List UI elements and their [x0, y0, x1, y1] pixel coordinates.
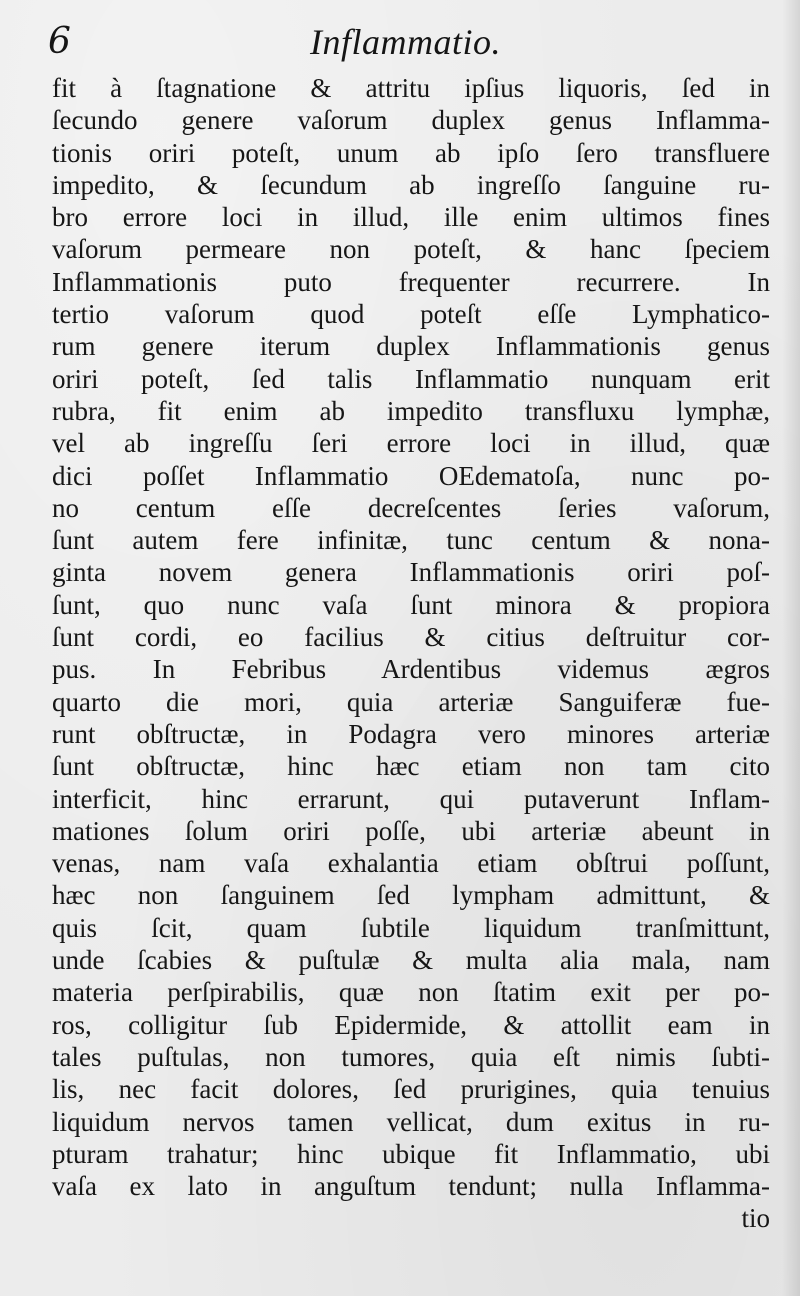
text-line: tertio vaſorum quod poteſt eſſe Lymphatico- — [52, 299, 770, 330]
text-line: mationes ſolum oriri poſſe, ubi arteriæ abeunt in — [52, 815, 770, 846]
text-line: bro errore loci in illud, ille enim ultimos fines — [52, 202, 770, 233]
text-line: ſecundo genere vaſorum duplex genus Inflamma- — [52, 105, 770, 136]
text-line: impedito, & ſecundum ab ingreſſo ſanguine ru- — [52, 169, 770, 200]
text-line: quis ſcit, quam ſubtile liquidum tranſmittunt, — [52, 912, 770, 943]
text-line: Inflammationis puto frequenter recurrere. In — [52, 266, 770, 297]
page-edge-shadow — [782, 0, 800, 1296]
text-line: oriri poteſt, ſed talis Inflammatio nunquam erit — [52, 363, 770, 394]
text-line: pus. In Febribus Ardentibus videmus ægros — [52, 654, 770, 685]
text-line: ros, colligitur ſub Epidermide, & attollit eam in — [52, 1009, 770, 1040]
page-header — [40, 14, 770, 70]
text-line: rubra, fit enim ab impedito transfluxu lymphæ, — [52, 395, 770, 426]
text-line: dici poſſet Inflammatio OEdematoſa, nunc po- — [52, 460, 770, 491]
text-line: vaſa ex lato in anguſtum tendunt; nulla Inflamma- — [52, 1171, 770, 1202]
text-line: lis, nec facit dolores, ſed prurigines, quia tenuius — [52, 1074, 770, 1105]
text-line: tales puſtulas, non tumores, quia eſt nimis ſubti- — [52, 1041, 770, 1072]
catchword: tio — [741, 1203, 770, 1234]
text-line: vel ab ingreſſu ſeri errore loci in illud, quæ — [52, 428, 770, 459]
running-head: Inflammatio. — [310, 22, 501, 62]
text-line: venas, nam vaſa exhalantia etiam obſtrui poſſunt, — [52, 848, 770, 879]
text-line: ſunt, quo nunc vaſa ſunt minora & propiora — [52, 589, 770, 620]
body-text — [52, 72, 770, 1235]
text-line: runt obſtructæ, in Podagra vero minores arteriæ — [52, 718, 770, 749]
text-line: ſunt cordi, eo facilius & citius deſtruitur cor- — [52, 622, 770, 653]
text-line: rum genere iterum duplex Inflammationis genus — [52, 331, 770, 362]
text-line: interficit, hinc errarunt, qui putaverunt Inflam- — [52, 783, 770, 814]
text-line: ſunt obſtructæ, hinc hæc etiam non tam cito — [52, 751, 770, 782]
text-line: quarto die mori, quia arteriæ Sanguiferæ fue- — [52, 686, 770, 717]
text-line: pturam trahatur; hinc ubique fit Inflammatio, ubi — [52, 1138, 770, 1169]
text-line: hæc non ſanguinem ſed lympham admittunt, & — [52, 880, 770, 911]
text-line: fit à ſtagnatione & attritu ipſius liquoris, ſed in — [52, 73, 770, 103]
text-line: ſunt autem fere infinitæ, tunc centum & nona- — [52, 525, 770, 556]
text-line: no centum eſſe decreſcentes ſeries vaſorum, — [52, 492, 770, 523]
text-line: vaſorum permeare non poteſt, & hanc ſpeciem — [52, 234, 770, 265]
text-line: ginta novem genera Inflammationis oriri poſ- — [52, 557, 770, 588]
text-line: liquidum nervos tamen vellicat, dum exitus in ru- — [52, 1106, 770, 1137]
page-number: 6 — [48, 21, 71, 62]
text-line: unde ſcabies & puſtulæ & multa alia mala, nam — [52, 945, 770, 976]
text-line: tionis oriri poteſt, unum ab ipſo ſero transfluere — [52, 137, 770, 168]
text-line: materia perſpirabilis, quæ non ſtatim exit per po- — [52, 977, 770, 1008]
